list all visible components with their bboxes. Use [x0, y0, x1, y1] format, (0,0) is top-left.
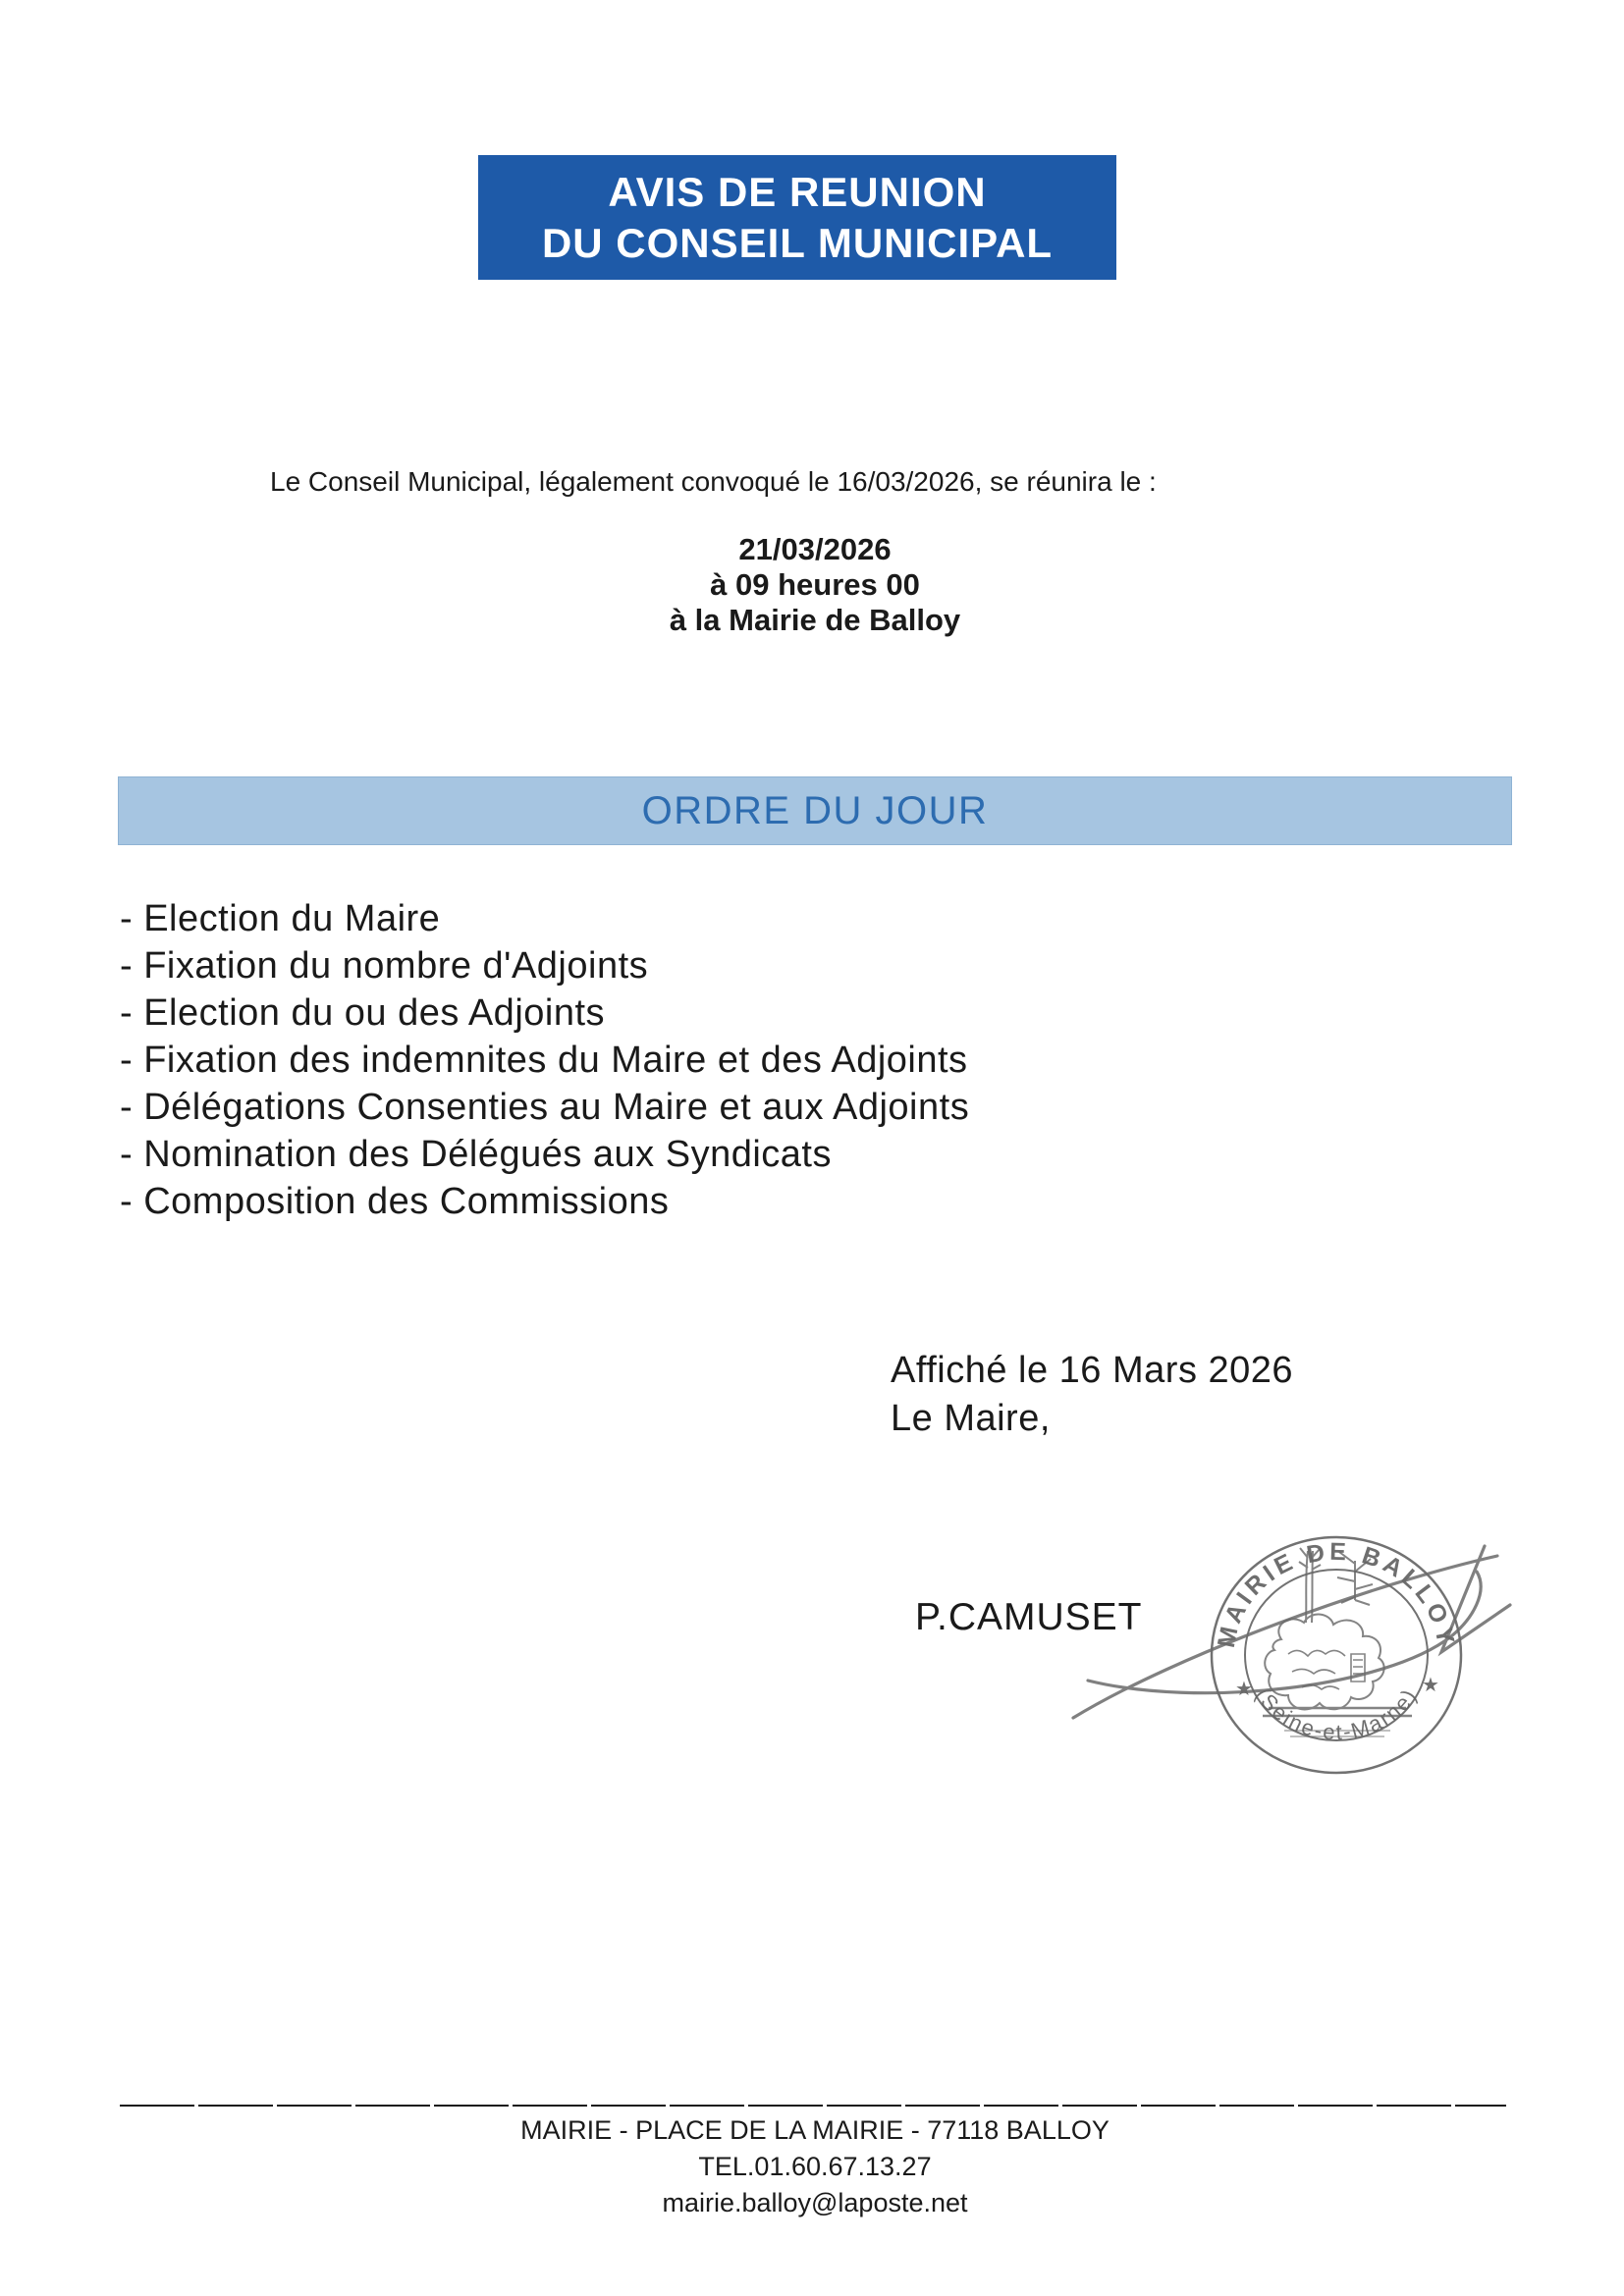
notice-title-line1: AVIS DE REUNION: [608, 168, 987, 215]
agenda-item: - Fixation des indemnites du Maire et des Adjoints: [120, 1040, 968, 1081]
meeting-place: à la Mairie de Balloy: [669, 603, 961, 637]
agenda-title: ORDRE DU JOUR: [641, 788, 989, 832]
notice-title-line2: DU CONSEIL MUNICIPAL: [541, 219, 1054, 266]
agenda-item: - Composition des Commissions: [120, 1181, 670, 1222]
meeting-date: 21/03/2026: [738, 532, 892, 566]
mayor-stamp: [1060, 1507, 1532, 1811]
meeting-details: [118, 532, 1512, 638]
agenda-item: - Nomination des Délégués aux Syndicats: [120, 1134, 832, 1175]
signatory-name: P.CAMUSET: [915, 1596, 1143, 1638]
star-icon: ★: [1422, 1675, 1439, 1696]
stamp-top-text: MAIRIE DE BALLOY: [1212, 1537, 1461, 1650]
notice-title-box: [478, 155, 1116, 280]
star-icon: ★: [1235, 1679, 1253, 1700]
meeting-time: à 09 heures 00: [710, 567, 920, 602]
footer-address: MAIRIE - PLACE DE LA MAIRIE - 77118 BALLOY: [520, 2115, 1110, 2145]
agenda-item: - Délégations Consenties au Maire et aux Adjoints: [120, 1087, 970, 1128]
footer-divider-line: [120, 2105, 1506, 2107]
posting-block: [891, 1347, 1293, 1443]
agenda-header-bar: [118, 776, 1512, 845]
convocation-intro-text: Le Conseil Municipal, légalement convoqué le 16/03/2026, se réunira le :: [270, 466, 1157, 497]
agenda-item: - Election du ou des Adjoints: [120, 992, 606, 1034]
footer-contact-block: [118, 2112, 1512, 2221]
agenda-item: - Fixation du nombre d'Adjoints: [120, 945, 649, 987]
posted-date-line: Affiché le 16 Mars 2026: [891, 1350, 1294, 1391]
footer-phone: TEL.01.60.67.13.27: [698, 2152, 932, 2181]
footer-email: mairie.balloy@laposte.net: [662, 2188, 968, 2217]
agenda-list: [120, 895, 1396, 1225]
stamp-bottom-text: (Seine-et-Marne): [1250, 1683, 1423, 1745]
signatory-title: Le Maire,: [891, 1398, 1051, 1439]
agenda-item: - Election du Maire: [120, 898, 441, 939]
